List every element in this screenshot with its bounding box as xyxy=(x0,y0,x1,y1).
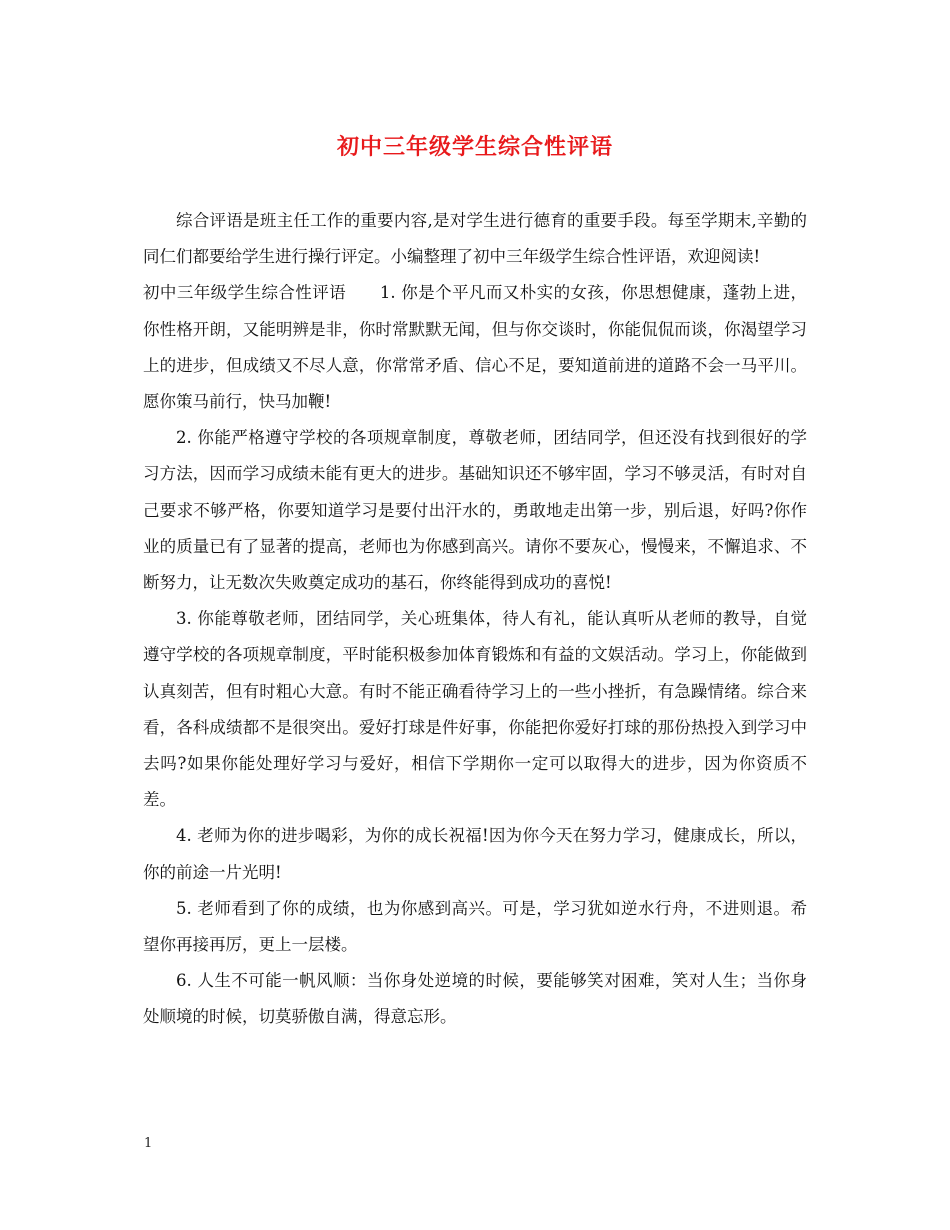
comment-paragraph-6: 6. 人生不可能一帆风顺：当你身处逆境的时候，要能够笑对困难，笑对人生；当你身处顺境的时候，切莫骄傲自满，得意忘形。 xyxy=(143,971,807,1027)
document-title: 初中三年级学生综合性评语 xyxy=(336,135,613,160)
comment-paragraph-5: 5. 老师看到了你的成绩，也为你感到高兴。可是，学习犹如逆水行舟，不进则退。希望你再接再厉，更上一层楼。 xyxy=(143,898,807,955)
intro-paragraph: 综合评语是班主任工作的重要内容,是对学生进行德育的重要手段。每至学期末,辛勤的同仁们都要给学生进行操行评定。小编整理了初中三年级学生综合性评语，欢迎阅读! xyxy=(143,211,807,267)
comment-paragraph-4: 4. 老师为你的进步喝彩，为你的成长祝福!因为你今天在努力学习，健康成长，所以，你的前途一片光明! xyxy=(143,826,807,882)
comment-paragraph-2: 2. 你能严格遵守学校的各项规章制度，尊敬老师，团结同学，但还没有找到很好的学习方法，因而学习成绩未能有更大的进步。基础知识还不够牢固，学习不够灵活，有时对自己要求不够严格，你要知道学习是要付出汗水的，勇敢地走出第一步，别后退，好吗?你作业的质量已有了显著的提高，老师也为你感到高兴。请你不要灰心，慢慢来，不懈追求、不断努力，让无数次失败奠定成功的基石，你终能得到成功的喜悦! xyxy=(143,428,807,593)
page-number: 1 xyxy=(144,1136,153,1151)
comment-paragraph-3: 3. 你能尊敬老师，团结同学，关心班集体，待人有礼，能认真听从老师的教导，自觉遵守学校的各项规章制度，平时能积极参加体育锻炼和有益的文娱活动。学习上，你能做到认真刻苦，但有时粗心大意。有时不能正确看待学习上的一些小挫折，有急躁情绪。综合来看，各科成绩都不是很突出。爱好打球是件好事，你能把你爱好打球的那份热投入到学习中去吗?如果你能处理好学习与爱好，相信下学期你一定可以取得大的进步，因为你资质不差。 xyxy=(143,609,807,810)
document-body xyxy=(143,203,807,1036)
comment-paragraph-1: 初中三年级学生综合性评语 1. 你是个平凡而又朴实的女孩，你思想健康，蓬勃上进，你性格开朗，又能明辨是非，你时常默默无闻，但与你交谈时，你能侃侃而谈，你渴望学习上的进步，但成绩又不尽人意，你常常矛盾、信心不足，要知道前进的道路不会一马平川。愿你策马前行，快马加鞭! xyxy=(143,283,807,412)
